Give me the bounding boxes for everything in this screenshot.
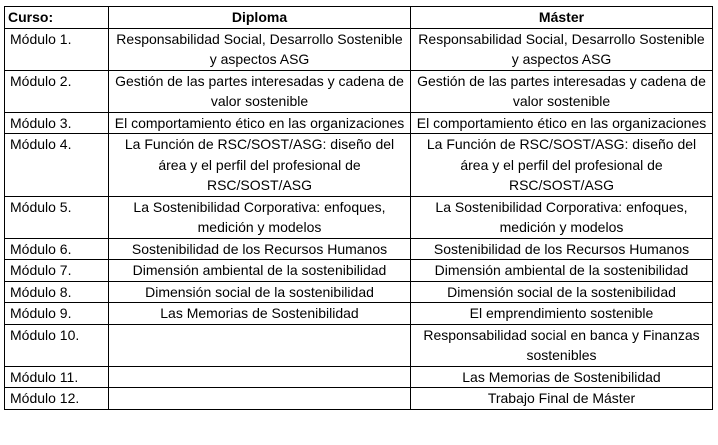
module-cell: Módulo 12.: [5, 388, 109, 410]
diploma-cell: El comportamiento ético en las organizaciones: [109, 112, 411, 134]
table-row: [5, 324, 713, 366]
master-cell: Dimensión ambiental de la sostenibilidad: [411, 260, 713, 282]
diploma-cell: [109, 324, 411, 366]
diploma-cell: [109, 388, 411, 410]
module-cell: Módulo 8.: [5, 281, 109, 303]
table-row: [5, 388, 713, 410]
module-cell: Módulo 1.: [5, 28, 109, 70]
table-row: [5, 112, 713, 134]
diploma-cell: Sostenibilidad de los Recursos Humanos: [109, 238, 411, 260]
table-row: [5, 281, 713, 303]
diploma-cell: Gestión de las partes interesadas y cadena de valor sostenible: [109, 70, 411, 112]
diploma-cell: La Sostenibilidad Corporativa: enfoques, medición y modelos: [109, 196, 411, 238]
module-cell: Módulo 5.: [5, 196, 109, 238]
master-cell: Sostenibilidad de los Recursos Humanos: [411, 238, 713, 260]
courses-table: [4, 6, 713, 410]
module-cell: Módulo 4.: [5, 134, 109, 197]
diploma-cell: Responsabilidad Social, Desarrollo Sostenible y aspectos ASG: [109, 28, 411, 70]
master-cell: Responsabilidad social en banca y Finanzas sostenibles: [411, 324, 713, 366]
module-cell: Módulo 6.: [5, 238, 109, 260]
module-cell: Módulo 10.: [5, 324, 109, 366]
diploma-cell: Las Memorias de Sostenibilidad: [109, 303, 411, 325]
diploma-cell: La Función de RSC/SOST/ASG: diseño del área y el perfil del profesional de RSC/SOST/ASG: [109, 134, 411, 197]
module-cell: Módulo 7.: [5, 260, 109, 282]
master-cell: La Función de RSC/SOST/ASG: diseño del área y el perfil del profesional de RSC/SOST/ASG: [411, 134, 713, 197]
header-curso: Curso:: [5, 7, 109, 29]
diploma-cell: [109, 366, 411, 388]
table-row: [5, 238, 713, 260]
table-row: [5, 196, 713, 238]
master-cell: Responsabilidad Social, Desarrollo Sostenible y aspectos ASG: [411, 28, 713, 70]
diploma-cell: Dimensión social de la sostenibilidad: [109, 281, 411, 303]
table-row: [5, 366, 713, 388]
header-diploma: Diploma: [109, 7, 411, 29]
master-cell: Dimensión social de la sostenibilidad: [411, 281, 713, 303]
table-row: [5, 70, 713, 112]
master-cell: Las Memorias de Sostenibilidad: [411, 366, 713, 388]
table-row: [5, 260, 713, 282]
diploma-cell: Dimensión ambiental de la sostenibilidad: [109, 260, 411, 282]
header-row: [5, 7, 713, 29]
header-master: Máster: [411, 7, 713, 29]
table-row: [5, 303, 713, 325]
master-cell: Gestión de las partes interesadas y cadena de valor sostenible: [411, 70, 713, 112]
table-row: [5, 28, 713, 70]
module-cell: Módulo 9.: [5, 303, 109, 325]
master-cell: La Sostenibilidad Corporativa: enfoques, medición y modelos: [411, 196, 713, 238]
module-cell: Módulo 2.: [5, 70, 109, 112]
master-cell: El comportamiento ético en las organizaciones: [411, 112, 713, 134]
module-cell: Módulo 3.: [5, 112, 109, 134]
master-cell: Trabajo Final de Máster: [411, 388, 713, 410]
module-cell: Módulo 11.: [5, 366, 109, 388]
table-row: [5, 134, 713, 197]
master-cell: El emprendimiento sostenible: [411, 303, 713, 325]
